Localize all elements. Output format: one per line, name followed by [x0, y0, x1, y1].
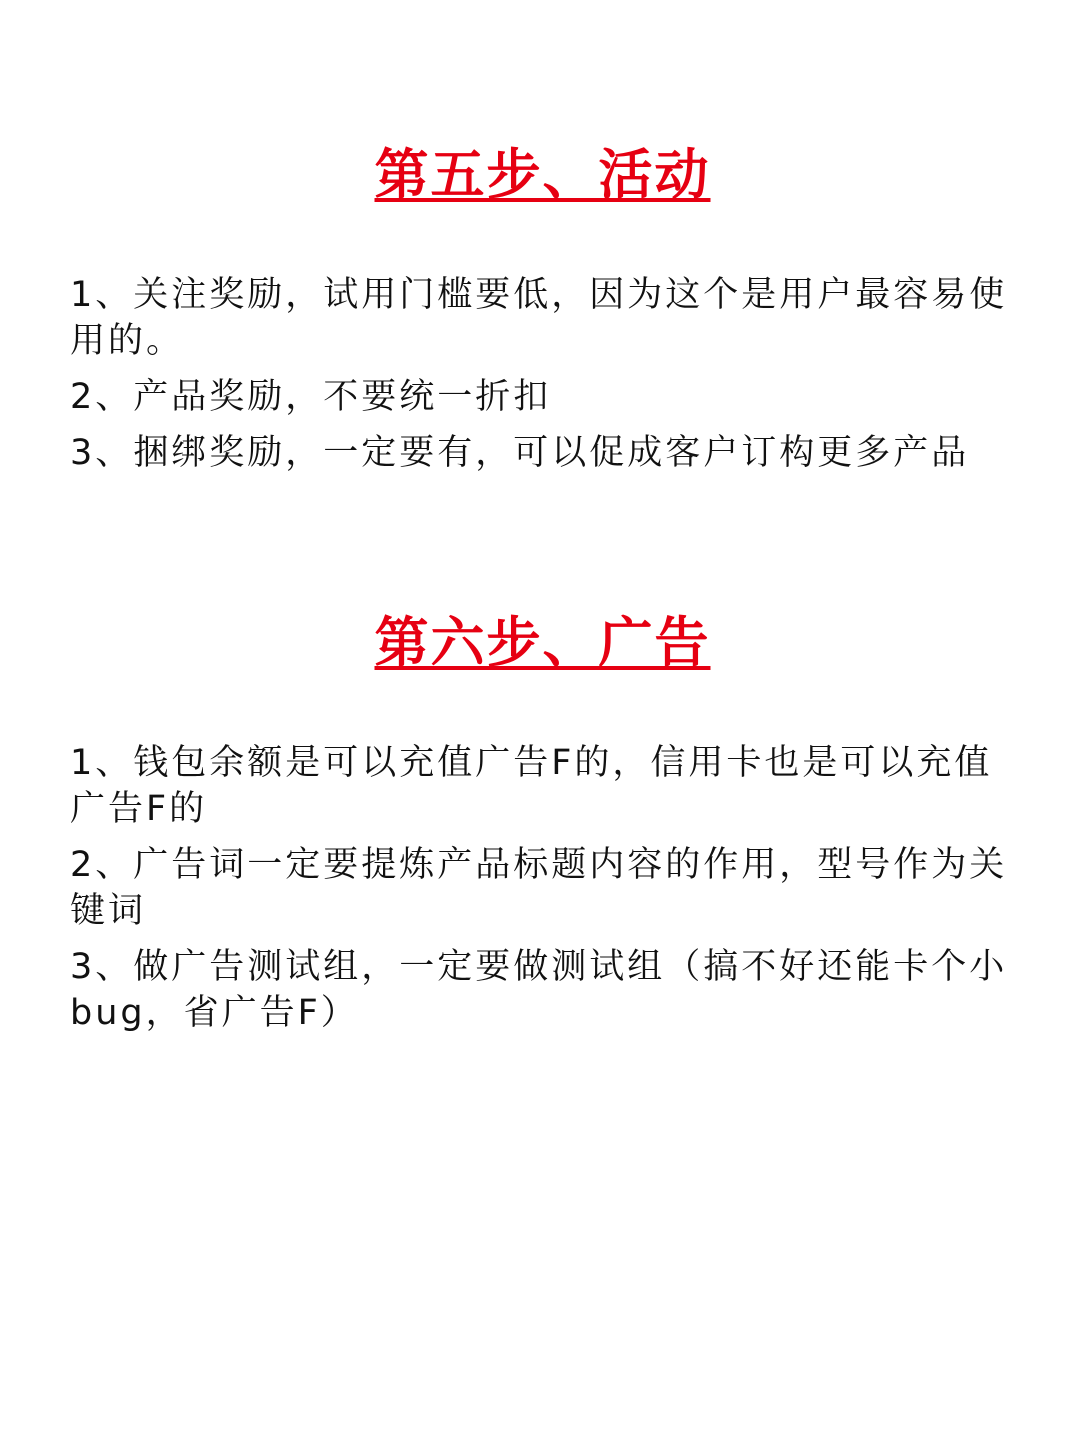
list-item: 1、钱包余额是可以充值广告F的，信用卡也是可以充值广告F的 [70, 743, 993, 829]
heading-wrap [70, 142, 1015, 214]
section-activity [70, 142, 1015, 486]
list-item: 3、捆绑奖励，一定要有，可以促成客户订构更多产品 [70, 433, 970, 473]
list-item: 2、广告词一定要提炼产品标题内容的作用，型号作为关键词 [70, 845, 1008, 931]
heading-wrap [70, 610, 1015, 682]
section-heading: 第六步、广告 [374, 611, 711, 674]
list-item: 3、做广告测试组，一定要做测试组（搞不好还能卡个小bug，省广告F） [70, 947, 1008, 1033]
list-item: 1、关注奖励，试用门槛要低，因为这个是用户最容易使用的。 [70, 275, 1008, 361]
section-heading: 第五步、活动 [374, 143, 711, 206]
list-item: 2、产品奖励，不要统一折扣 [70, 377, 552, 417]
section-ads [70, 610, 1015, 1046]
